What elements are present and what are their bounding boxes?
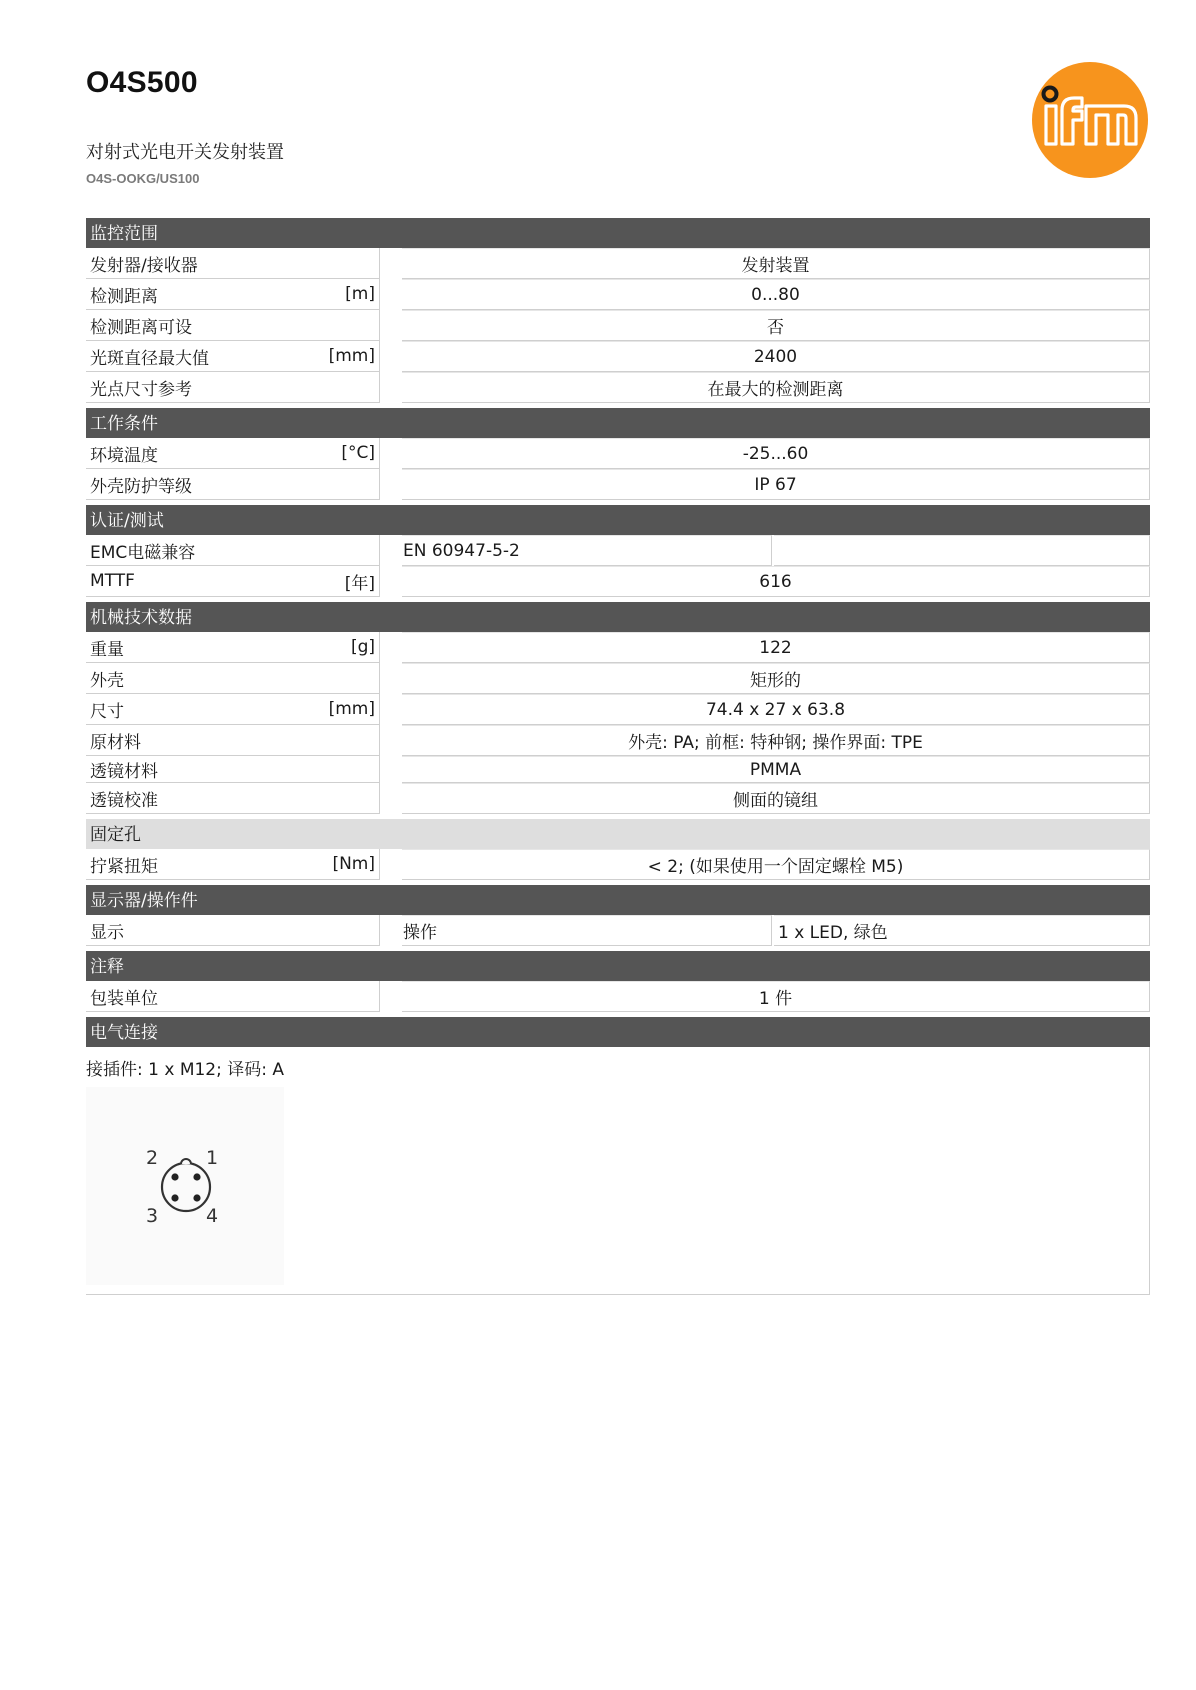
table-row bbox=[86, 341, 1150, 372]
section-header-remarks: 注释 bbox=[86, 951, 1150, 981]
pin-1 bbox=[193, 1173, 200, 1180]
connector-diagram bbox=[86, 1087, 284, 1285]
row-value: 发射装置 bbox=[402, 248, 1150, 279]
row-value: EN 60947-5-2 bbox=[402, 535, 772, 566]
pin-label-4: 4 bbox=[206, 1205, 219, 1227]
table-row bbox=[86, 438, 1150, 469]
row-label: 透镜校准 bbox=[90, 790, 158, 811]
table-row bbox=[86, 849, 1150, 880]
row-value: 616 bbox=[402, 566, 1150, 597]
table-row bbox=[86, 725, 1150, 756]
row-value: 外壳: PA; 前框: 特种钢; 操作界面: TPE bbox=[402, 725, 1150, 756]
row-label: 重量 bbox=[90, 639, 124, 660]
section-header-monitoring: 监控范围 bbox=[86, 218, 1150, 248]
table-row bbox=[86, 694, 1150, 725]
row-value: 0...80 bbox=[402, 279, 1150, 310]
table-row bbox=[86, 279, 1150, 310]
row-value: -25...60 bbox=[402, 438, 1150, 469]
row-value: 矩形的 bbox=[402, 663, 1150, 694]
row-value: < 2; (如果使用一个固定螺栓 M5) bbox=[402, 849, 1150, 880]
row-value: 1 件 bbox=[402, 981, 1150, 1012]
row-label: 原材料 bbox=[90, 732, 141, 753]
table-row bbox=[86, 756, 1150, 783]
table-row bbox=[86, 915, 1150, 946]
table-row bbox=[86, 981, 1150, 1012]
table-row bbox=[86, 566, 1150, 597]
row-label: 拧紧扭矩 bbox=[90, 856, 158, 877]
row-label: 透镜材料 bbox=[90, 761, 158, 782]
table-row bbox=[86, 663, 1150, 694]
electrical-connection-panel bbox=[86, 1047, 1150, 1295]
pin-label-3: 3 bbox=[146, 1205, 159, 1227]
row-value: 2400 bbox=[402, 341, 1150, 372]
pin-label-2: 2 bbox=[146, 1147, 159, 1169]
row-value: 否 bbox=[402, 310, 1150, 341]
spec-sheet bbox=[86, 218, 1150, 1295]
product-code: O4S500 bbox=[86, 66, 198, 99]
pin-3 bbox=[171, 1194, 178, 1201]
row-unit: [g] bbox=[350, 637, 375, 657]
row-label: 尺寸 bbox=[90, 701, 124, 722]
connector-description: 接插件: 1 x M12; 译码: A bbox=[86, 1060, 285, 1080]
section-header-display: 显示器/操作件 bbox=[86, 885, 1150, 915]
row-label: 环境温度 bbox=[90, 445, 158, 466]
connector-outline bbox=[162, 1163, 210, 1211]
row-label: 光斑直径最大值 bbox=[90, 348, 209, 369]
row-value: 侧面的镜组 bbox=[402, 783, 1150, 814]
section-header-approvals: 认证/测试 bbox=[86, 505, 1150, 535]
row-value-secondary: 1 x LED, 绿色 bbox=[774, 915, 1150, 946]
row-label: 外壳防护等级 bbox=[90, 476, 192, 497]
row-label: EMC电磁兼容 bbox=[90, 542, 196, 563]
row-value: IP 67 bbox=[402, 469, 1150, 500]
m12-connector-pinout-icon bbox=[86, 1087, 284, 1285]
section-header-mechanical: 机械技术数据 bbox=[86, 602, 1150, 632]
row-label: 检测距离可设 bbox=[90, 317, 192, 338]
section-header-mounting: 固定孔 bbox=[86, 819, 1150, 849]
row-label: 光点尺寸参考 bbox=[90, 379, 192, 400]
row-label: 外壳 bbox=[90, 670, 124, 691]
row-unit: [mm] bbox=[328, 346, 375, 366]
row-value-empty bbox=[774, 535, 1150, 566]
row-label: 发射器/接收器 bbox=[90, 255, 198, 276]
row-label: MTTF bbox=[90, 571, 135, 591]
row-label: 检测距离 bbox=[90, 286, 158, 307]
ifm-logo bbox=[1030, 60, 1150, 180]
table-row bbox=[86, 783, 1150, 814]
pin-label-1: 1 bbox=[206, 1147, 219, 1169]
row-value: PMMA bbox=[402, 756, 1150, 783]
row-value: 74.4 x 27 x 63.8 bbox=[402, 694, 1150, 725]
row-value: 在最大的检测距离 bbox=[402, 372, 1150, 403]
table-row bbox=[86, 632, 1150, 663]
product-description: 对射式光电开关发射装置 bbox=[86, 142, 284, 163]
connector-key bbox=[181, 1159, 191, 1164]
pin-4 bbox=[193, 1194, 200, 1201]
row-label: 显示 bbox=[90, 922, 124, 943]
table-row bbox=[86, 372, 1150, 403]
row-label: 包装单位 bbox=[90, 988, 158, 1009]
row-value: 操作 bbox=[402, 915, 772, 946]
row-unit: [mm] bbox=[328, 699, 375, 719]
table-row bbox=[86, 469, 1150, 500]
row-unit: [m] bbox=[345, 284, 375, 304]
table-row bbox=[86, 310, 1150, 341]
row-unit: [年] bbox=[344, 573, 375, 594]
article-code: O4S-OOKG/US100 bbox=[86, 171, 200, 186]
pin-2 bbox=[171, 1173, 178, 1180]
row-unit: [°C] bbox=[341, 443, 375, 463]
section-header-electrical: 电气连接 bbox=[86, 1017, 1150, 1047]
table-row bbox=[86, 535, 1150, 566]
row-unit: [Nm] bbox=[332, 854, 375, 874]
section-header-operating: 工作条件 bbox=[86, 408, 1150, 438]
row-value: 122 bbox=[402, 632, 1150, 663]
table-row bbox=[86, 248, 1150, 279]
